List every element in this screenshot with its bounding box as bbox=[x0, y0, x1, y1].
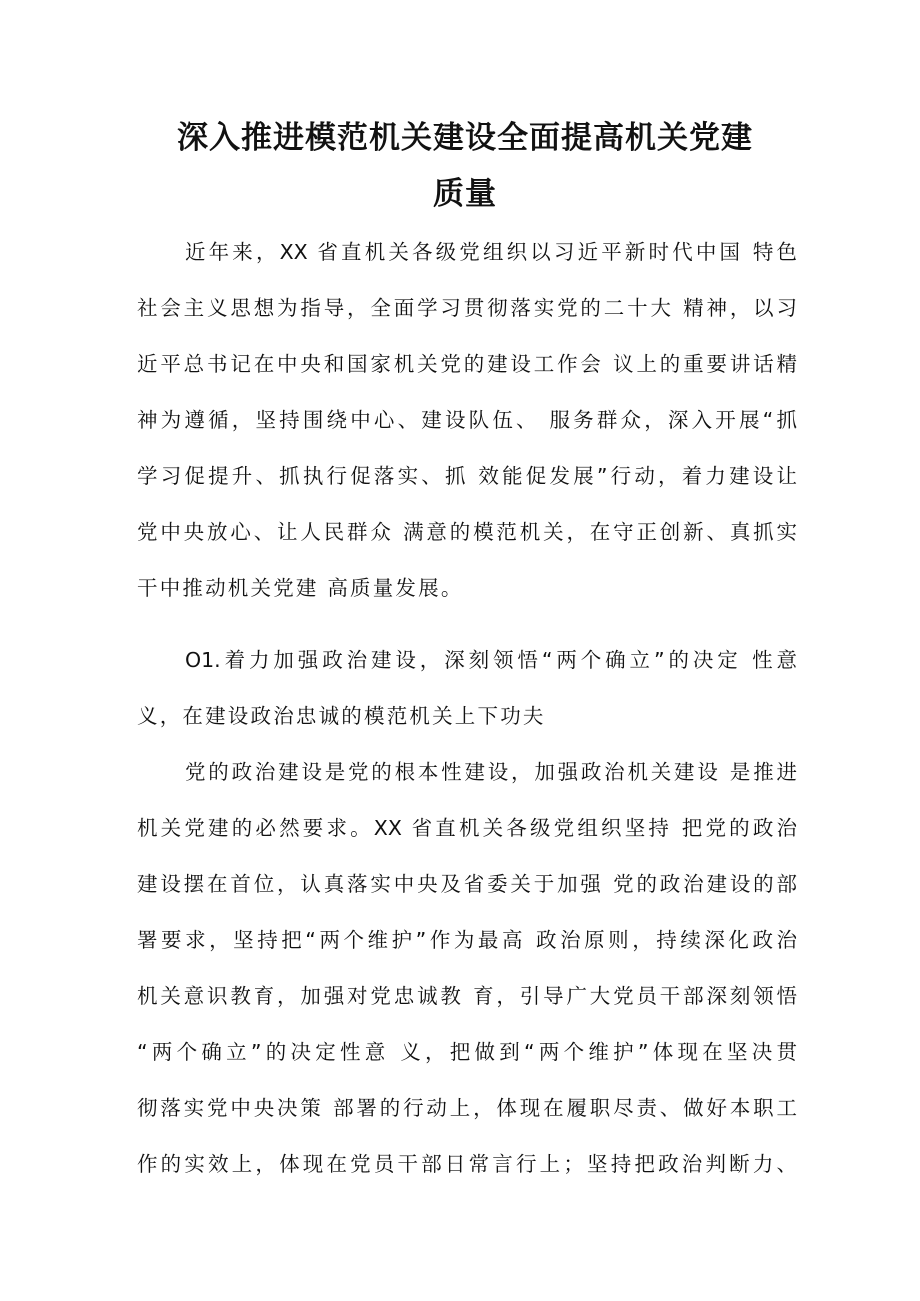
section-1-body-line-2: 机关党建的必然要求。XX 省直机关各级党组织坚持 把党的政治 bbox=[137, 816, 797, 840]
section-1-body-line-7: 彻落实党中央决策 部署的行动上，体现在履职尽责、做好本职工 bbox=[137, 1096, 797, 1120]
intro-line-3: 近平总书记在中央和国家机关党的建设工作会 议上的重要讲话精 bbox=[137, 352, 797, 376]
section-1-body-line-4: 署要求，坚持把“两个维护”作为最高 政治原则，持续深化政治 bbox=[137, 928, 797, 952]
document-title-line-1: 深入推进模范机关建设全面提高机关党建 bbox=[177, 120, 753, 156]
intro-line-6: 党中央放心、让人民群众 满意的模范机关，在守正创新、真抓实 bbox=[137, 520, 797, 544]
section-1-body-line-8: 作的实效上，体现在党员干部日常言行上；坚持把政治判断力、 bbox=[137, 1152, 797, 1176]
section-1-body-line-6: “两个确立”的决定性意 义，把做到“两个维护”体现在坚决贯 bbox=[137, 1040, 797, 1064]
section-1-body-line-1: 党的政治建设是党的根本性建设，加强政治机关建设 是推进 bbox=[185, 760, 797, 784]
intro-line-1: 近年来，XX 省直机关各级党组织以习近平新时代中国 特色 bbox=[185, 240, 797, 264]
intro-line-7: 干中推动机关党建 高质量发展。 bbox=[137, 576, 464, 600]
section-1-heading-line-1: O1.着力加强政治建设，深刻领悟“两个确立”的决定 性意 bbox=[185, 648, 797, 672]
section-1-heading-line-2: 义，在建设政治忠诚的模范机关上下功夫 bbox=[137, 704, 546, 728]
intro-line-4: 神为遵循，坚持围绕中心、建设队伍、 服务群众，深入开展“抓 bbox=[137, 408, 797, 432]
intro-line-2: 社会主义思想为指导，全面学习贯彻落实党的二十大 精神，以习 bbox=[137, 296, 797, 320]
section-1-body-line-5: 机关意识教育，加强对党忠诚教 育，引导广大党员干部深刻领悟 bbox=[137, 984, 797, 1008]
intro-line-5: 学习促提升、抓执行促落实、抓 效能促发展”行动，着力建设让 bbox=[137, 464, 797, 488]
section-1-body-line-3: 建设摆在首位，认真落实中央及省委关于加强 党的政治建设的部 bbox=[137, 872, 797, 896]
document-title-line-2: 质量 bbox=[433, 176, 497, 212]
